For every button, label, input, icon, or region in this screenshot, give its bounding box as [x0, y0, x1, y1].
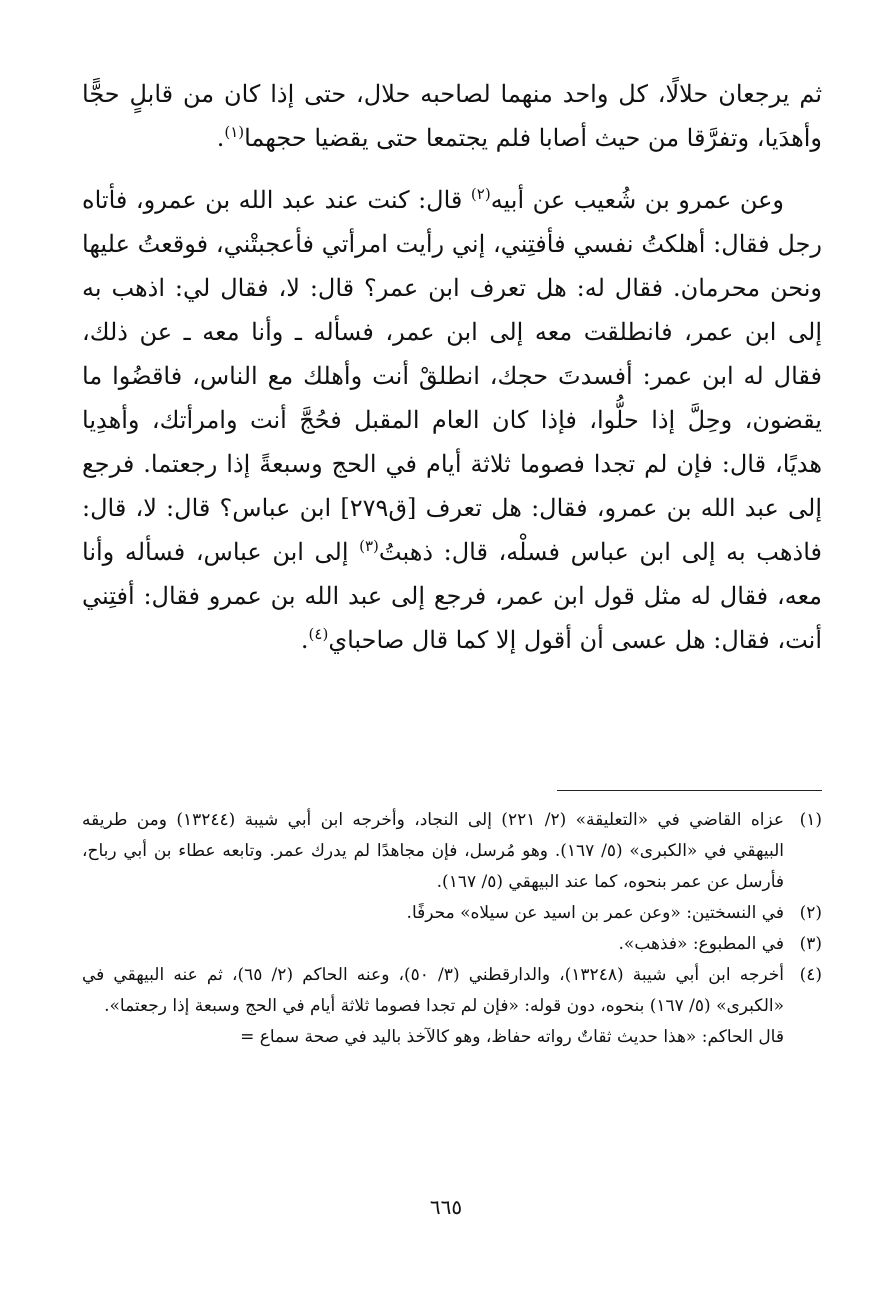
paragraph-2-part-1: وعن عمرو بن شُعيب عن أبيه: [490, 186, 784, 214]
footnote-text: أخرجه ابن أبي شيبة (١٣٢٤٨)، والدارقطني (٣/ ٥٠)، وعنه الحاكم (٢/ ٦٥)، ثم عنه البيهقي في «الكبرى» (٥/ ١٦٧) بنحوه، دون قوله: «فإن لم تجدا فصوما ثلاثة أيام في الحج وسبعة إذا رجعتما».: [82, 965, 784, 1016]
footnote-3: [82, 929, 822, 960]
footnote-4-continuation: قال الحاكم: «هذا حديث ثقاتٌ رواته حفاظ، وهو كالآخذ باليد في صحة سماع =: [240, 1027, 784, 1047]
main-text: [82, 72, 822, 662]
paragraph-1-text: ثم يرجعان حلالًا، كل واحد منهما لصاحبه حلال، حتى إذا كان من قابلٍ حجًّا وأهدَيا، وتفرَّقا من حيث أصابا فلم يجتمعا حتى يقضيا حجهما: [82, 80, 822, 152]
paragraph-2-part-2: قال: كنت عند عبد الله بن عمرو، فأتاه رجل فقال: أهلكتُ نفسي فأفتِني، إني رأيت امرأتي فأعجبتْني، فوقعتُ عليها ونحن محرمان. فقال له: هل تعرف ابن عمر؟ قال: لا، فقال لي: اذهب به إلى ابن عمر، فانطلقت معه إلى ابن عمر، فسأله ـ وأنا معه ـ عن ذلك، فقال له ابن عمر: أفسدتَ حجك، انطلقْ أنت وأهلك مع الناس، فاقضُوا ما يقضون، وحِلَّ إذا حلُّوا، فإذا كان العام المقبل فحُجَّ أنت وامرأتك، وأهدِيا هديًا، قال: فإن لم تجدا فصوما ثلاثة أيام في الحج وسبعةً إذا رجعتما. فرجع إلى عبد الله بن عمرو، فقال: هل تعرف [ق٢٧٩] ابن عباس؟ قال: لا، قال: فاذهب به إلى ابن عباس فسلْه، قال: ذهبتُ: [82, 186, 823, 566]
footnotes: [82, 805, 822, 1053]
footnote-2: [82, 898, 822, 929]
paragraph-2-part-3: إلى ابن عباس، فسأله وأنا معه، فقال له مثل قول ابن عمر، فرجع إلى عبد الله بن عمرو فقال: أفتِني أنت، فقال: هل عسى أن أقول إلا كما قال صاحباي: [82, 538, 822, 654]
footnote-number: (١): [799, 810, 822, 830]
page-number: ٦٦٥: [429, 1195, 463, 1219]
footnote-1: [82, 805, 822, 898]
footnote-text: عزاه القاضي في «التعليقة» (٢/ ٢٢١) إلى النجاد، وأخرجه ابن أبي شيبة (١٣٢٤٤) ومن طريقه البيهقي في «الكبرى» (٥/ ١٦٧). وهو مُرسل، فإن مجاهدًا لم يدرك عمر. وتابعه عطاء بن أبي رباح، فأرسل عن عمر بنحوه، كما عند البيهقي (٥/ ١٦٧).: [82, 810, 784, 892]
paragraph-2-end: .: [300, 626, 309, 654]
footnote-divider: [557, 790, 822, 791]
footnote-number: (٤): [799, 965, 822, 985]
paragraph-1: [82, 72, 822, 160]
footnote-number: (٢): [799, 903, 822, 923]
footnote-4: [82, 960, 822, 1022]
footnote-ref-3[interactable]: (٣): [359, 537, 379, 555]
footnote-ref-1[interactable]: (١): [224, 123, 245, 141]
footnote-text: في المطبوع: «فذهب».: [618, 934, 784, 954]
footnote-number: (٣): [799, 934, 822, 954]
footnote-ref-2[interactable]: (٢): [470, 185, 491, 203]
footnote-ref-4[interactable]: (٤): [308, 625, 329, 643]
paragraph-2: [82, 178, 822, 662]
footnote-text: في النسختين: «وعن عمر بن اسيد عن سيلاه» محرفًا.: [406, 903, 784, 923]
paragraph-1-end: .: [216, 124, 225, 152]
